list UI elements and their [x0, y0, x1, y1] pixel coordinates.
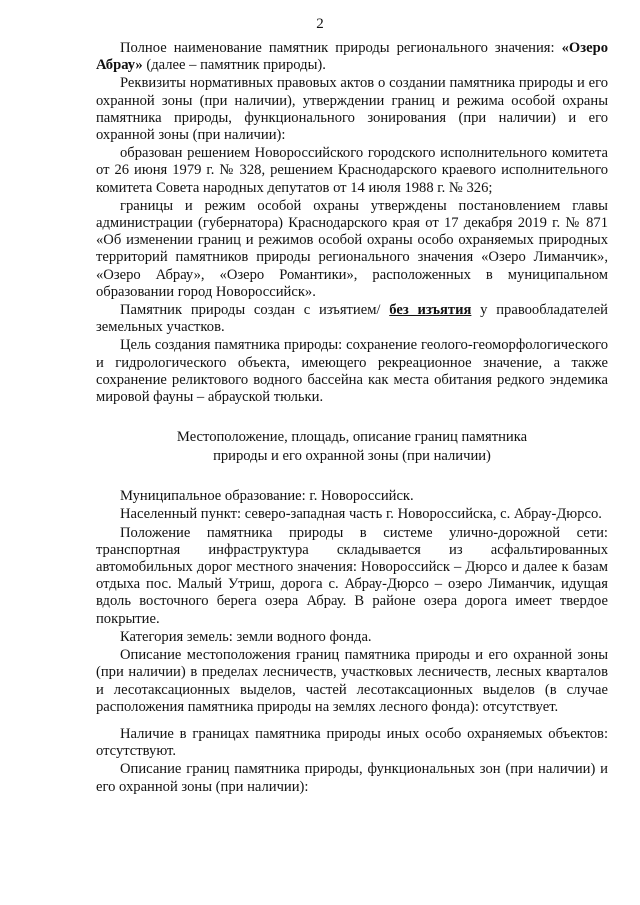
paragraph-other-objects: Наличие в границах памятника природы иных особо охраняемых объектов: отсутствуют.: [96, 725, 608, 760]
paragraph-full-name: [96, 40, 608, 74]
paragraph-land-category: Категория земель: земли водного фонда.: [120, 628, 372, 645]
paragraph-road-network: Положение памятника природы в системе улично-дорожной сети: транспортная инфраструктура складывается из асфальтированных автомобильных дорог местного значения: Новороссийск – Дюрсо и далее к базам отдыха пос. Малый Утриш, дорога с. Абрау-Дюрсо – озеро Лиманчик, идущая вдоль восточного берега озера Абрау. В районе озера дорога имеет твердое покрытие.: [96, 524, 608, 627]
paragraph-municipality: Муниципальное образование: г. Новороссийск.: [120, 488, 414, 505]
paragraph-settlement: Населенный пункт: северо-западная часть г. Новороссийска, с. Абрау-Дюрсо.: [120, 506, 602, 523]
paragraph-withdrawal: [96, 302, 608, 336]
document-body: [96, 40, 608, 797]
full-name-tail: (далее – памятник природы).: [142, 57, 326, 74]
monument-name: «Озеро Абрау»: [96, 40, 608, 74]
page-number: 2: [316, 16, 324, 32]
paragraph-legal-acts: Реквизиты нормативных правовых актов о создании памятника природы и его охранной зоны (при наличии), утверждении границ и режима особой охраны памятника природы, функционального зонирования (при наличии) и его охранной зоны (при наличии):: [96, 75, 608, 144]
paragraph-boundary-description: Описание границ памятника природы, функциональных зон (при наличии) и его охранной зоны (при наличии):: [96, 761, 608, 795]
withdrawal-text: Памятник природы создан с изъятием/: [120, 302, 390, 319]
paragraph-purpose: Цель создания памятника природы: сохранение геолого-геоморфологического и гидрологического объекта, имеющего рекреационное значение, а также сохранение реликтового водного бассейна как места обитания редкого эндемика мировой фауны – абрауской тюльки.: [96, 337, 608, 406]
paragraph-established: образован решением Новороссийского городского исполнительного комитета от 26 июня 1979 г. № 328, решением Краснодарского краевого исполнительного комитета Совета народных депутатов от 14 июля 1988 г. № 326;: [96, 145, 608, 196]
full-name-label: Полное наименование памятник природы регионального значения:: [120, 40, 555, 56]
without-withdrawal: без изъятия: [389, 302, 472, 319]
paragraph-boundaries-approved: границы и режим особой охраны утверждены постановлением главы администрации (губернатора) Краснодарского края от 17 декабря 2019 г. № 871 «Об изменении границ и режимов особой охраны особо охраняемых природных территорий памятников природы регионального значения «Озеро Лиманчик», «Озеро Абрау», «Озеро Романтики», расположенных в муниципальном образовании город Новороссийск».: [96, 197, 608, 300]
section-heading: [96, 428, 608, 466]
heading-line-2: природы и его охранной зоны (при наличии): [213, 448, 491, 465]
withdrawal-tail: у правообладателей земельных участков.: [96, 302, 608, 336]
paragraph-forestry-location: Описание местоположения границ памятника природы и его охранной зоны (при наличии) в пределах лесничеств, участковых лесничеств, лесных кварталов и лесотаксационных выделов, частей лесотаксационных выделов (в случае расположения памятника природы на землях лесного фонда): отсутствует.: [96, 647, 608, 715]
heading-line-1: Местоположение, площадь, описание границ памятника: [176, 429, 528, 446]
